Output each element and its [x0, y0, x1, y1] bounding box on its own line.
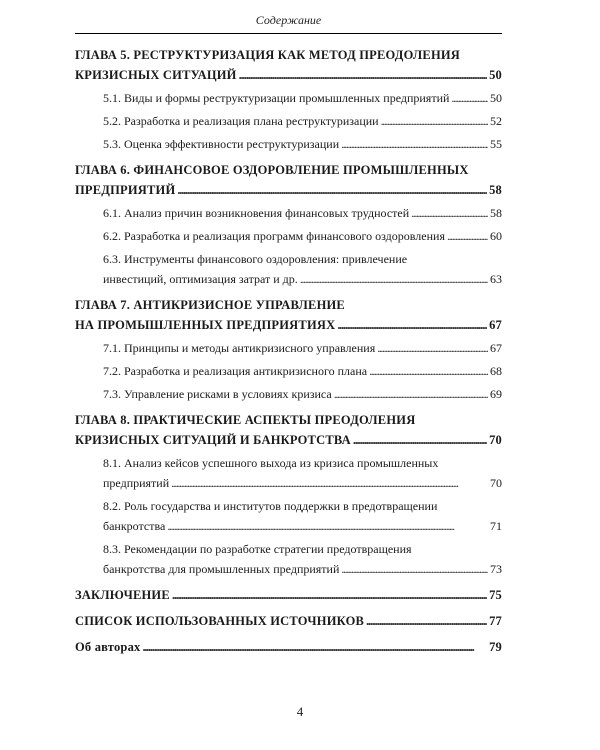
toc-section-8-3-title-line2: банкротства для промышленных предприятий	[103, 562, 340, 576]
leader-dots	[451, 88, 488, 108]
toc-chapter-6-page: 58	[489, 183, 502, 197]
toc-section-8-2[interactable]	[103, 496, 502, 536]
toc-section-6-2-title: 6.2. Разработка и реализация программ финансового оздоровления	[103, 229, 445, 243]
toc-section-8-3-title-line1: 8.3. Рекомендации по разработке стратегии предотвращения	[103, 542, 412, 556]
toc-section-8-1[interactable]	[103, 453, 502, 493]
toc-section-6-3[interactable]	[103, 249, 502, 289]
toc-chapter-6-title-line2: ПРЕДПРИЯТИЙ	[75, 183, 176, 197]
leader-dots	[341, 134, 488, 154]
toc-chapter-7-title-line2: НА ПРОМЫШЛЕННЫХ ПРЕДПРИЯТИЯХ	[75, 318, 336, 332]
leader-dots	[447, 226, 488, 246]
toc-section-6-2[interactable]	[103, 226, 502, 246]
leader-dots	[377, 338, 488, 358]
leader-dots	[369, 361, 488, 381]
leader-dots	[334, 384, 488, 404]
toc-section-8-1-page: 70	[490, 476, 502, 490]
toc-authors-page: 79	[489, 640, 502, 654]
toc-section-6-3-page: 63	[490, 272, 502, 286]
toc-section-8-1-title-line2: предприятий	[103, 476, 170, 490]
toc-section-6-1-page: 58	[490, 206, 502, 220]
toc-chapter-5-title-line1: ГЛАВА 5. РЕСТРУКТУРИЗАЦИЯ КАК МЕТОД ПРЕОДОЛЕНИЯ	[75, 48, 461, 62]
toc-sources-page: 77	[489, 614, 502, 628]
leader-dots	[142, 637, 487, 657]
toc-chapter-8[interactable]	[75, 410, 502, 450]
toc-section-8-2-page: 71	[490, 519, 502, 533]
toc-sources[interactable]	[75, 611, 502, 631]
toc-chapter-8-title-line1: ГЛАВА 8. ПРАКТИЧЕСКИЕ АСПЕКТЫ ПРЕОДОЛЕНИЯ	[75, 413, 416, 427]
toc-section-8-3-page: 73	[490, 562, 502, 576]
toc-chapter-6[interactable]	[75, 160, 502, 200]
toc-section-5-1-title: 5.1. Виды и формы реструктуризации промышленных предприятий	[103, 91, 450, 105]
toc-section-7-2[interactable]	[103, 361, 502, 381]
leader-dots	[300, 269, 488, 289]
toc-section-7-1-page: 67	[490, 341, 502, 355]
toc-section-8-2-title-line2: банкротства	[103, 519, 166, 533]
toc-section-6-1[interactable]	[103, 203, 502, 223]
toc-chapter-8-page: 70	[489, 433, 502, 447]
toc-section-5-3[interactable]	[103, 134, 502, 154]
toc-section-8-3[interactable]	[103, 539, 502, 579]
toc-chapter-7[interactable]	[75, 295, 502, 335]
toc-section-7-1[interactable]	[103, 338, 502, 358]
toc-section-5-1[interactable]	[103, 88, 502, 108]
toc-chapter-6-title-line1: ГЛАВА 6. ФИНАНСОВОЕ ОЗДОРОВЛЕНИЕ ПРОМЫШЛЕННЫХ	[75, 163, 469, 177]
toc-chapter-5-page: 50	[489, 68, 502, 82]
toc-chapter-7-page: 67	[489, 318, 502, 332]
leader-dots	[341, 559, 488, 579]
toc-section-5-1-page: 50	[490, 91, 502, 105]
leader-dots	[171, 473, 488, 493]
toc-section-7-3[interactable]	[103, 384, 502, 404]
toc-authors-title: Об авторах	[75, 640, 141, 654]
toc-section-7-1-title: 7.1. Принципы и методы антикризисного управления	[103, 341, 376, 355]
toc-section-5-3-title: 5.3. Оценка эффективности реструктуризации	[103, 137, 340, 151]
toc-section-7-3-page: 69	[490, 387, 502, 401]
toc-authors[interactable]	[75, 637, 502, 657]
leader-dots	[366, 611, 487, 631]
toc-section-6-3-title-line1: 6.3. Инструменты финансового оздоровления: привлечение	[103, 252, 408, 266]
toc-section-6-2-page: 60	[490, 229, 502, 243]
toc-section-5-2[interactable]	[103, 111, 502, 131]
toc-section-7-2-page: 68	[490, 364, 502, 378]
leader-dots	[337, 315, 487, 335]
toc-section-6-3-title-line2: инвестиций, оптимизация затрат и др.	[103, 272, 298, 286]
leader-dots	[172, 585, 487, 605]
toc-section-6-1-title: 6.1. Анализ причин возникновения финансовых трудностей	[103, 206, 410, 220]
toc-section-5-3-page: 55	[490, 137, 502, 151]
toc-conclusion[interactable]	[75, 585, 502, 605]
toc-section-8-2-title-line1: 8.2. Роль государства и институтов поддержки в предотвращении	[103, 499, 438, 513]
running-header: Содержание	[255, 13, 322, 27]
leader-dots	[239, 65, 488, 85]
leader-dots	[177, 180, 487, 200]
toc-section-7-2-title: 7.2. Разработка и реализация антикризисного плана	[103, 364, 368, 378]
table-of-contents	[75, 45, 502, 657]
leader-dots	[411, 203, 488, 223]
leader-dots	[381, 111, 488, 131]
header-rule	[75, 33, 502, 34]
toc-chapter-7-title-line1: ГЛАВА 7. АНТИКРИЗИСНОЕ УПРАВЛЕНИЕ	[75, 298, 345, 312]
toc-chapter-5-title-line2: КРИЗИСНЫХ СИТУАЦИЙ	[75, 68, 237, 82]
toc-section-7-3-title: 7.3. Управление рисками в условиях кризиса	[103, 387, 332, 401]
toc-section-5-2-title: 5.2. Разработка и реализация плана реструктуризации	[103, 114, 379, 128]
leader-dots	[353, 430, 487, 450]
toc-conclusion-page: 75	[489, 588, 502, 602]
page-number: 4	[296, 704, 304, 719]
toc-chapter-5[interactable]	[75, 45, 502, 85]
toc-section-5-2-page: 52	[490, 114, 502, 128]
toc-chapter-8-title-line2: КРИЗИСНЫХ СИТУАЦИЙ И БАНКРОТСТВА	[75, 433, 351, 447]
toc-section-8-1-title-line1: 8.1. Анализ кейсов успешного выхода из кризиса промышленных	[103, 456, 439, 470]
toc-sources-title: СПИСОК ИСПОЛЬЗОВАННЫХ ИСТОЧНИКОВ	[75, 614, 365, 628]
toc-conclusion-title: ЗАКЛЮЧЕНИЕ	[75, 588, 170, 602]
leader-dots	[167, 516, 488, 536]
